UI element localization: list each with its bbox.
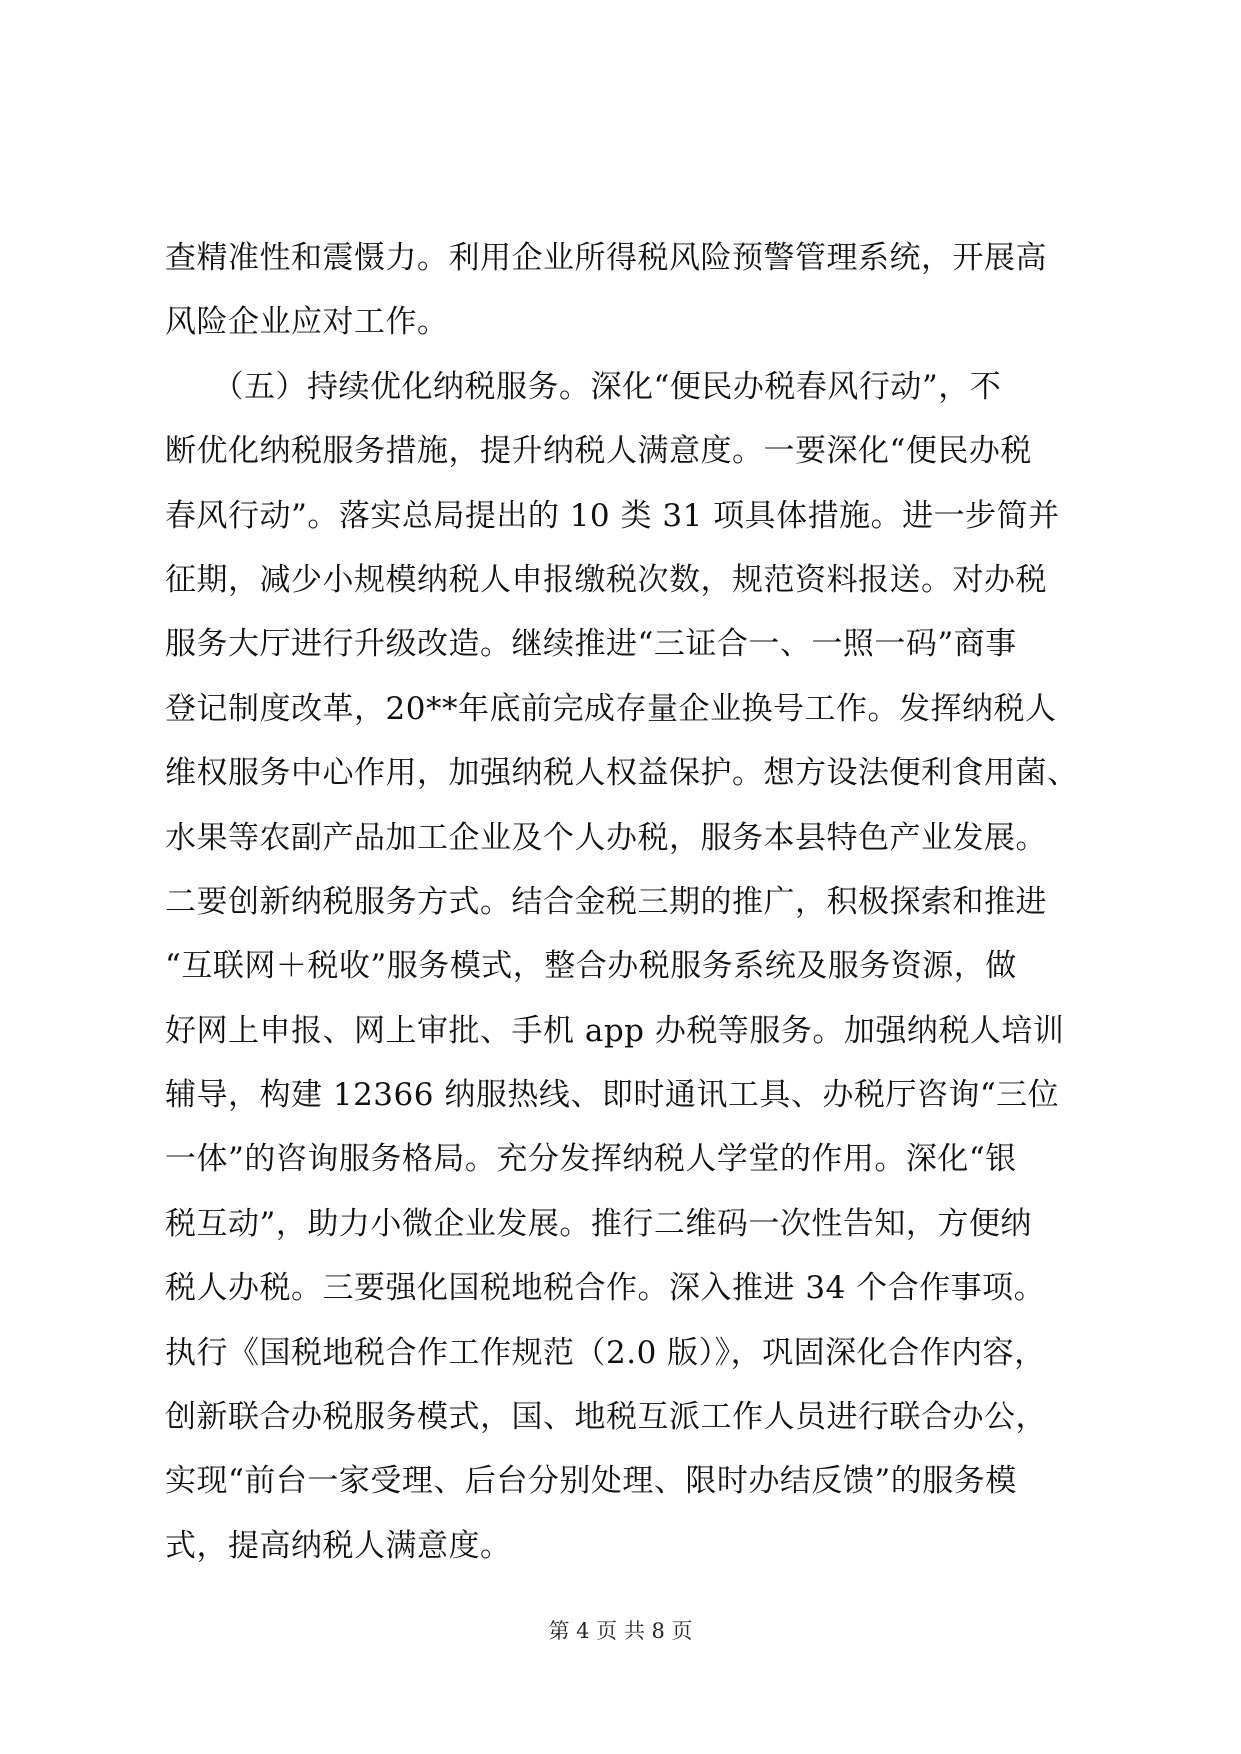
text-line: 断优化纳税服务措施，提升纳税人满意度。一要深化“便民办税 [165,433,1032,470]
text-line: 执行《国税地税合作工作规范（2.0 版）》，巩固深化合作内容， [165,1334,1046,1371]
text-line: 风险企业应对工作。 [165,304,449,341]
text-line: 服务大厅进行升级改造。继续推进“三证合一、一照一码”商事 [165,626,1017,663]
text-line: 实现“前台一家受理、后台分别处理、限时办结反馈”的服务模 [165,1463,1017,1500]
text-line: 创新联合办税服务模式，国、地税互派工作人员进行联合办公， [165,1399,1047,1436]
page-number-footer: 第 4 页 共 8 页 [548,1619,693,1643]
text-line: 税人办税。三要强化国税地税合作。深入推进 34 个合作事项。 [165,1270,1046,1307]
text-line: 好网上申报、网上审批、手机 app 办税等服务。加强纳税人培训 [165,1012,1065,1049]
text-line: 登记制度改革，20**年底前完成存量企业换号工作。发挥纳税人 [165,690,1057,727]
text-line: “互联网＋税收”服务模式，整合办税服务系统及服务资源，做 [165,948,1017,985]
body-text [165,226,1085,1578]
text-line: 一体”的咨询服务格局。充分发挥纳税人学堂的作用。深化“银 [165,1141,1017,1178]
text-line: 征期，减少小规模纳税人申报缴税次数，规范资料报送。对办税 [165,561,1047,598]
text-line: 二要创新纳税服务方式。结合金税三期的推广，积极探索和推进 [165,883,1047,920]
text-line: 税互动”，助力小微企业发展。推行二维码一次性告知，方便纳 [165,1205,1032,1242]
text-line: 辅导，构建 12366 纳服热线、即时通讯工具、办税厅咨询“三位 [165,1077,1060,1114]
text-line: 春风行动”。落实总局提出的 10 类 31 项具体措施。进一步简并 [165,497,1060,534]
text-line: 查精准性和震慑力。利用企业所得税风险预警管理系统，开展高 [165,240,1047,276]
text-line: 水果等农副产品加工企业及个人办税，服务本县特色产业发展。 [165,819,1047,856]
text-line: （五）持续优化纳税服务。深化“便民办税春风行动”，不 [165,368,1002,405]
text-line: 维权服务中心作用，加强纳税人权益保护。想方设法便利食用菌、 [165,755,1079,792]
text-line: 式，提高纳税人满意度。 [165,1527,512,1564]
